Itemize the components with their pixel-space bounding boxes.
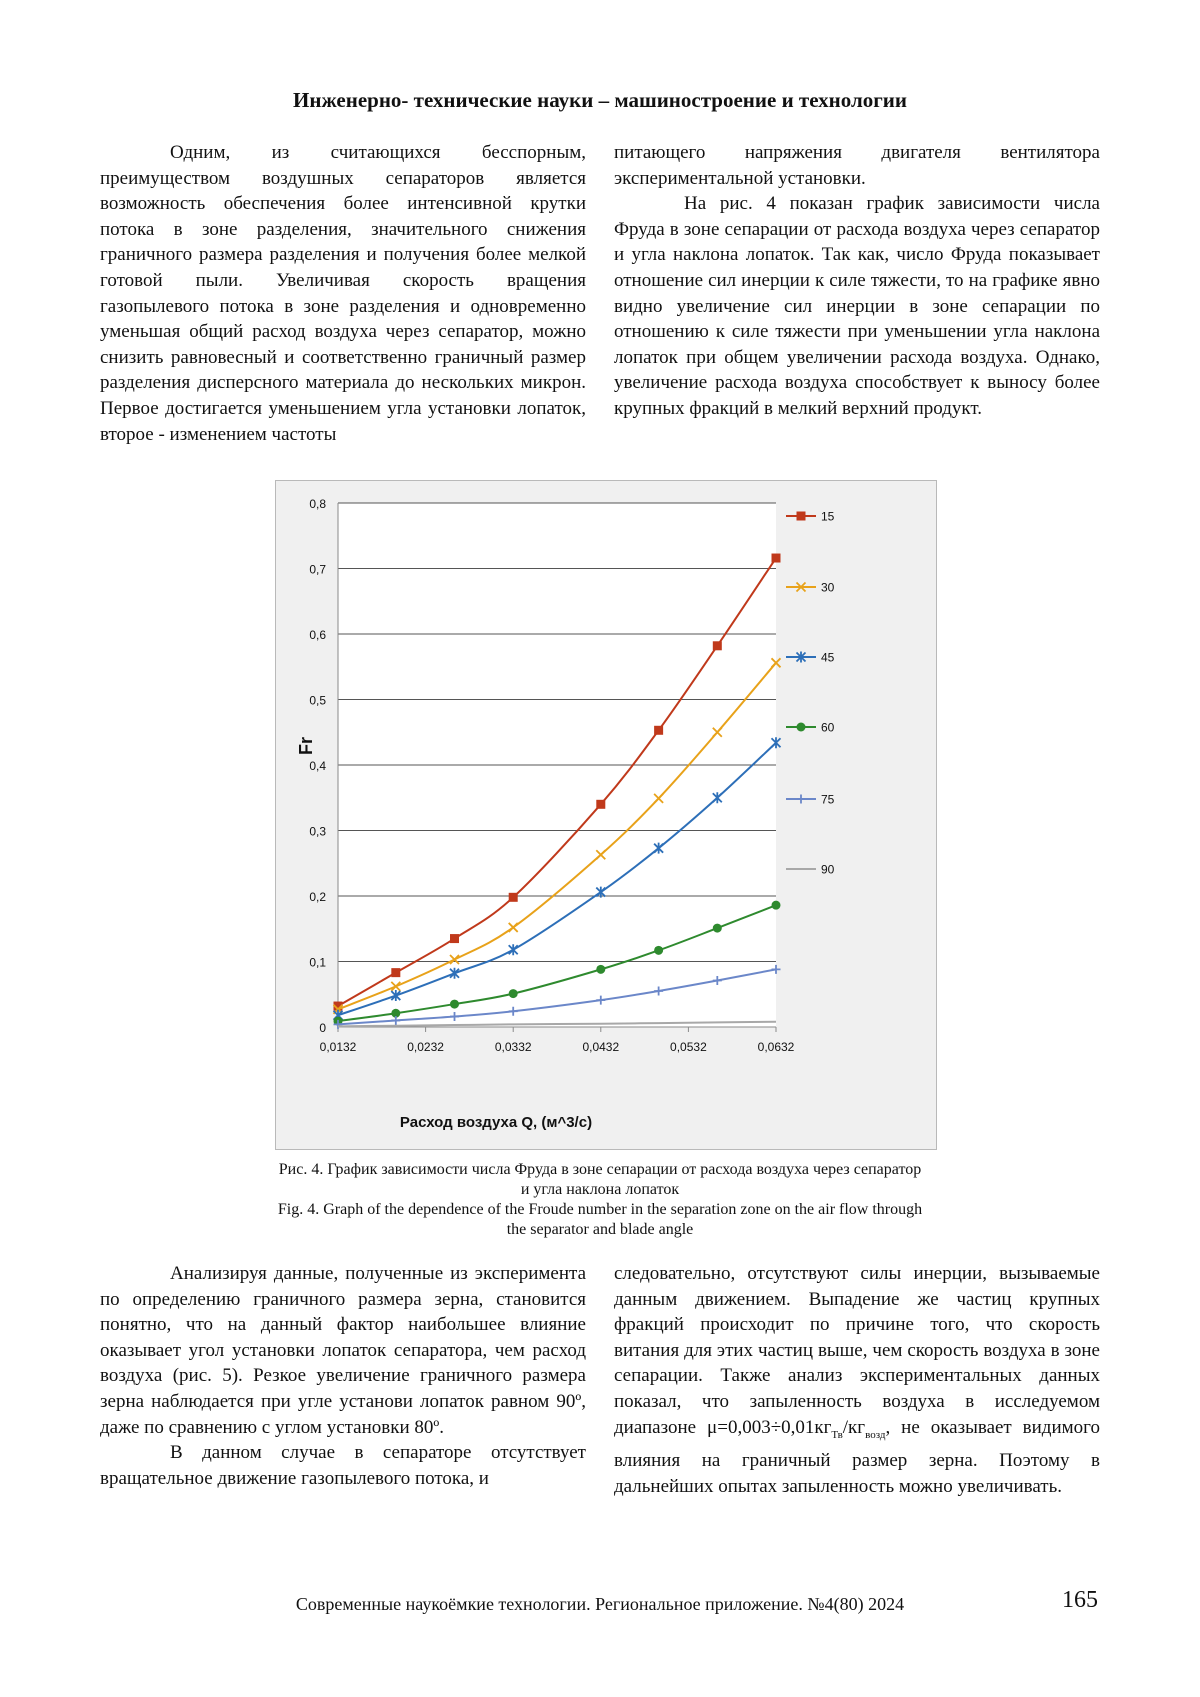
x-tick-label: 0,0432: [582, 1040, 620, 1054]
data-point: [772, 554, 781, 563]
paragraph: Анализируя данные, полученные из эксперимента по определению граничного размера зерна, становится понятно, что на данный фактор наибольшее влияние оказывает угол установки лопаток сепаратора, чем расход воздуха (рис. 5). Резкое увеличение граничного размера зерна наблюдается при угле установи лопаток равном 90º, даже по сравнению с углом установки 80º.: [100, 1263, 586, 1438]
chart-canvas: [276, 481, 936, 1149]
data-point: [596, 965, 605, 974]
figure-caption-ru: [200, 1160, 1000, 1200]
text-run: следовательно, отсутствуют силы инерции, вызываемые данным движением. Выпадение же частиц крупных фракций происходит по причине того, что скорость витания для этих частиц выше, чем скорость воздуха в зоне сепарации. Также анализ экспериментальных данных показал, что запыленность воздуха в исследуемом диапазоне μ=0,003÷0,01кг: [614, 1263, 1100, 1438]
y-tick-labels: [309, 497, 326, 1035]
data-point: [450, 1000, 459, 1009]
data-point: [713, 924, 722, 933]
top-right-column: [614, 140, 1100, 422]
data-point: [509, 989, 518, 998]
bottom-left-column: [100, 1261, 586, 1491]
legend-label: 90: [821, 862, 835, 877]
footer-journal: Современные наукоёмкие технологии. Региональное приложение. №4(80) 2024: [295, 1594, 905, 1614]
subscript: возд: [865, 1428, 886, 1441]
legend-item-75: [786, 793, 835, 807]
y-tick-label: 0,6: [309, 628, 326, 642]
froude-chart: [275, 480, 937, 1150]
figure-caption-en: [200, 1200, 1000, 1240]
paragraph: На рис. 4 показан график зависимости числа Фруда в зоне сепарации от расхода воздуха через сепаратор и угла наклона лопаток. Так как, число Фруда показывает отношение сил инерции к силе тяжести, то на графике явно видно увеличение сил инерции в зоне сепарации по отношению к силе тяжести при уменьшении угла наклона лопаток при общем увеличении расхода воздуха. Однако, увеличение расхода воздуха способствует к выносу более крупных фракций в мелкий верхний продукт.: [614, 193, 1100, 419]
paragraph: питающего напряжения двигателя вентилятора экспериментальной установки.: [614, 142, 1100, 189]
bottom-right-column: [614, 1261, 1100, 1499]
data-point: [772, 901, 781, 910]
paragraph: В данном случае в сепараторе отсутствует вращательное движение газопылевого потока, и: [100, 1442, 586, 1489]
legend-item-45: [786, 651, 835, 665]
legend-label: 75: [821, 792, 835, 807]
legend-item-15: [786, 510, 835, 524]
legend-label: 30: [821, 580, 835, 595]
y-tick-label: 0,7: [309, 562, 326, 577]
paragraph: Одним, из считающихся бесспорным, преимуществом воздушных сепараторов является возможность обеспечения более интенсивной крутки потока в зоне разделения, значительного снижения граничного размера разделения и получения более мелкой готовой пыли. Увеличивая скорость вращения газопылевого потока в зоне разделения и одновременно уменьшая общий расход воздуха через сепаратор, можно снизить равновесный и соответственно граничный размер разделения дисперсного материала до нескольких микрон. Первое достигается уменьшением угла установки лопаток, второе - изменением частоты: [100, 142, 586, 445]
x-tick-label: 0,0232: [407, 1040, 444, 1054]
legend-label: 45: [821, 650, 835, 665]
text-run: /кг: [842, 1416, 866, 1438]
x-tick-label: 0,0332: [494, 1040, 532, 1054]
y-tick-label: 0: [319, 1021, 326, 1035]
x-tick-label: 0,0632: [757, 1040, 795, 1054]
legend-label: 60: [821, 720, 835, 735]
x-tick-labels: [320, 1040, 795, 1054]
subscript: Тв: [831, 1428, 843, 1441]
data-point: [713, 641, 722, 650]
data-point: [450, 934, 459, 943]
x-axis-label: Расход воздуха Q, (м^3/с): [399, 1114, 593, 1131]
paragraph: [614, 1261, 1100, 1499]
legend-swatch-marker: [797, 723, 806, 732]
caption-line: и угла наклона лопаток: [520, 1181, 680, 1198]
y-tick-label: 0,3: [309, 824, 326, 839]
data-point: [654, 946, 663, 955]
data-point: [596, 800, 605, 809]
legend-item-60: [786, 721, 835, 735]
x-tick-label: 0,0132: [319, 1040, 357, 1054]
caption-line: the separator and blade angle: [506, 1221, 694, 1238]
chart-grid: [338, 503, 776, 1032]
text-run: , не оказывает видимого влияния на граничный размер зерна. Поэтому в дальнейших опытах запыленность можно увеличивать.: [614, 1416, 1100, 1497]
chart-legend: [786, 510, 835, 877]
legend-label: 15: [821, 509, 835, 524]
y-tick-label: 0,8: [309, 497, 326, 511]
legend-item-90: [786, 863, 835, 877]
y-tick-label: 0,1: [309, 955, 326, 970]
x-tick-label: 0,0532: [670, 1040, 707, 1054]
y-tick-label: 0,5: [309, 693, 326, 708]
caption-line: Рис. 4. График зависимости числа Фруда в зоне сепарации от расхода воздуха через сепаратор: [278, 1161, 922, 1178]
page-number: 165: [1062, 1587, 1098, 1613]
legend-swatch-marker: [797, 795, 806, 804]
caption-line: Fig. 4. Graph of the dependence of the Froude number in the separation zone on the air flow through: [277, 1201, 923, 1218]
data-point: [654, 726, 663, 735]
y-tick-label: 0,2: [309, 890, 326, 904]
y-tick-label: 0,4: [309, 759, 326, 773]
running-header: Инженерно- технические науки – машиностроение и технологии: [293, 88, 907, 112]
data-point: [509, 893, 518, 902]
legend-swatch-marker: [797, 512, 806, 521]
top-left-column: [100, 140, 586, 447]
data-point: [391, 968, 400, 977]
legend-item-30: [786, 581, 835, 595]
y-axis-label: Fr: [296, 737, 316, 755]
